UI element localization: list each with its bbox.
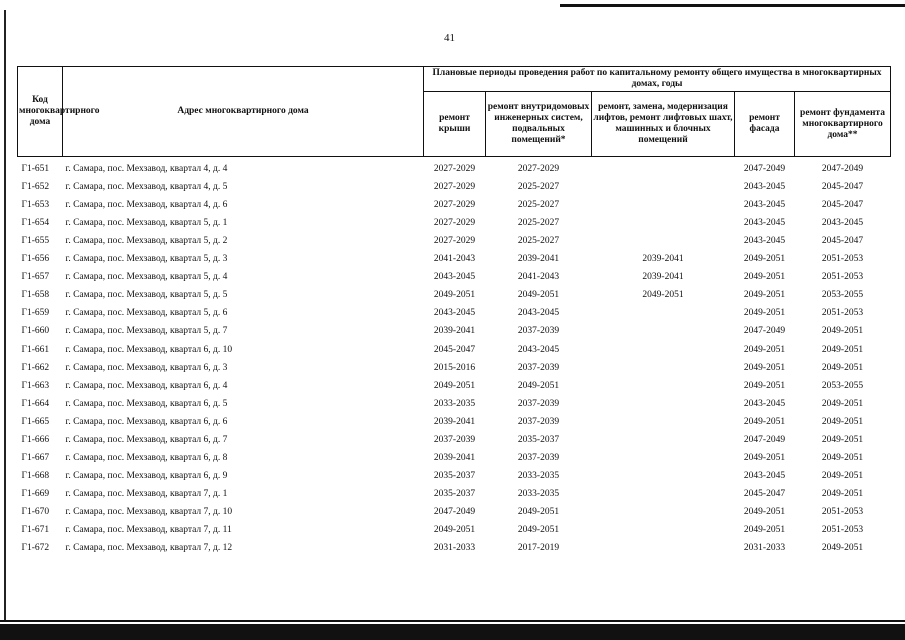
cell-code: Г1-670 [21, 506, 50, 517]
cell-roof: 2033-2035 [433, 398, 476, 409]
cell-facade: 2049-2051 [743, 272, 786, 283]
cell-address: г. Самара, пос. Мехзавод, квартал 4, д. 6 [65, 200, 228, 211]
cell-address: г. Самара, пос. Мехзавод, квартал 6, д. 10 [65, 344, 233, 355]
cell-elevators [592, 301, 735, 319]
cell-systems: 2049-2051 [517, 380, 560, 391]
cell-elevators [592, 500, 735, 518]
cell-address: г. Самара, пос. Мехзавод, квартал 6, д. 6 [65, 416, 228, 427]
cell-systems: 2017-2019 [517, 543, 560, 554]
cell-facade: 2043-2045 [743, 182, 786, 193]
cell-foundation: 2049-2051 [821, 416, 864, 427]
cell-code: Г1-666 [21, 434, 50, 445]
cell-roof: 2043-2045 [433, 308, 476, 319]
cell-systems: 2043-2045 [517, 308, 560, 319]
table-row [18, 337, 891, 355]
cell-address: г. Самара, пос. Мехзавод, квартал 5, д. 7 [65, 326, 228, 337]
cell-facade: 2049-2051 [743, 290, 786, 301]
cell-elevators [592, 229, 735, 247]
cell-systems: 2043-2045 [517, 344, 560, 355]
cell-foundation: 2049-2051 [821, 470, 864, 481]
cell-roof: 2027-2029 [424, 157, 486, 176]
repair-schedule-table [17, 66, 891, 554]
cell-facade: 2043-2045 [743, 236, 786, 247]
cell-code: Г1-651 [18, 157, 63, 176]
table-row [18, 536, 891, 554]
cell-facade: 2043-2045 [743, 200, 786, 211]
cell-address: г. Самара, пос. Мехзавод, квартал 6, д. 4 [65, 380, 228, 391]
cell-elevators [592, 175, 735, 193]
cell-code: Г1-657 [21, 272, 50, 283]
cell-address: г. Самара, пос. Мехзавод, квартал 4, д. 4 [63, 157, 424, 176]
cell-address: г. Самара, пос. Мехзавод, квартал 6, д. 8 [65, 452, 228, 463]
cell-elevators [592, 518, 735, 536]
table-row [18, 283, 891, 301]
cell-systems: 2039-2041 [517, 254, 560, 265]
cell-roof: 2027-2029 [433, 200, 476, 211]
cell-facade: 2049-2051 [743, 380, 786, 391]
cell-systems: 2049-2051 [517, 290, 560, 301]
cell-foundation: 2049-2051 [821, 543, 864, 554]
table-row [18, 175, 891, 193]
cell-roof: 2049-2051 [433, 290, 476, 301]
cell-foundation: 2051-2053 [821, 272, 864, 283]
cell-facade: 2049-2051 [743, 506, 786, 517]
cell-code: Г1-669 [21, 488, 50, 499]
cell-address: г. Самара, пос. Мехзавод, квартал 7, д. 11 [65, 524, 232, 535]
cell-roof: 2035-2037 [433, 470, 476, 481]
cell-foundation: 2051-2053 [821, 254, 864, 265]
header-elevators: ремонт, замена, модернизация лифтов, ремонт лифтовых шахт, машинных и блочных помещений [592, 92, 735, 157]
cell-foundation: 2051-2053 [821, 308, 864, 319]
cell-code: Г1-664 [21, 398, 50, 409]
cell-elevators [592, 482, 735, 500]
cell-elevators [592, 193, 735, 211]
scan-edge-top [560, 4, 905, 7]
cell-roof: 2027-2029 [433, 182, 476, 193]
cell-code: Г1-656 [21, 254, 50, 265]
scan-edge-left [4, 10, 6, 620]
cell-facade: 2043-2045 [743, 470, 786, 481]
cell-code: Г1-661 [21, 344, 50, 355]
table-row [18, 157, 891, 176]
cell-code: Г1-652 [21, 182, 50, 193]
cell-systems: 2025-2027 [517, 218, 560, 229]
cell-roof: 2047-2049 [433, 506, 476, 517]
cell-elevators: 2039-2041 [642, 254, 684, 265]
cell-roof: 2027-2029 [433, 236, 476, 247]
cell-facade: 2031-2033 [743, 543, 786, 554]
cell-foundation: 2045-2047 [821, 182, 864, 193]
cell-facade: 2049-2051 [743, 344, 786, 355]
table-row [18, 193, 891, 211]
cell-code: Г1-654 [21, 218, 50, 229]
cell-elevators [592, 392, 735, 410]
cell-address: г. Самара, пос. Мехзавод, квартал 6, д. 3 [65, 362, 228, 373]
cell-systems: 2037-2039 [517, 362, 560, 373]
cell-roof: 2049-2051 [433, 524, 476, 535]
header-address: Адрес многоквартирного дома [63, 67, 424, 157]
cell-roof: 2039-2041 [433, 326, 476, 337]
cell-roof: 2043-2045 [433, 272, 476, 283]
cell-code: Г1-659 [21, 308, 50, 319]
cell-roof: 2039-2041 [433, 452, 476, 463]
table-row [18, 374, 891, 392]
cell-code: Г1-672 [21, 543, 50, 554]
cell-facade: 2049-2051 [743, 452, 786, 463]
table-row [18, 482, 891, 500]
cell-systems: 2027-2029 [486, 157, 592, 176]
cell-foundation: 2049-2051 [821, 398, 864, 409]
cell-systems: 2049-2051 [517, 524, 560, 535]
table-row [18, 301, 891, 319]
cell-address: г. Самара, пос. Мехзавод, квартал 6, д. 9 [65, 470, 228, 481]
cell-foundation: 2045-2047 [821, 236, 864, 247]
cell-facade: 2049-2051 [743, 308, 786, 319]
cell-foundation: 2053-2055 [821, 290, 864, 301]
table-row [18, 265, 891, 283]
cell-systems: 2025-2027 [517, 200, 560, 211]
table-row [18, 211, 891, 229]
cell-address: г. Самара, пос. Мехзавод, квартал 7, д. 1 [65, 488, 228, 499]
cell-facade: 2047-2049 [743, 434, 786, 445]
cell-roof: 2049-2051 [433, 380, 476, 391]
cell-foundation: 2049-2051 [821, 362, 864, 373]
cell-elevators [592, 319, 735, 337]
cell-roof: 2037-2039 [433, 434, 476, 445]
cell-address: г. Самара, пос. Мехзавод, квартал 5, д. 1 [65, 218, 228, 229]
scan-edge-bottom [0, 624, 905, 640]
cell-address: г. Самара, пос. Мехзавод, квартал 7, д. 12 [65, 543, 233, 554]
header-periods-group: Плановые периоды проведения работ по капитальному ремонту общего имущества в многоквартирных домах, годы [424, 67, 891, 92]
cell-foundation: 2049-2051 [821, 488, 864, 499]
cell-systems: 2037-2039 [517, 326, 560, 337]
cell-address: г. Самара, пос. Мехзавод, квартал 5, д. 5 [65, 290, 228, 301]
cell-systems: 2035-2037 [517, 434, 560, 445]
cell-code: Г1-667 [21, 452, 50, 463]
cell-roof: 2041-2043 [433, 254, 476, 265]
cell-roof: 2015-2016 [433, 362, 476, 373]
cell-foundation: 2049-2051 [821, 434, 864, 445]
cell-elevators [592, 410, 735, 428]
cell-systems: 2033-2035 [517, 488, 560, 499]
cell-facade: 2049-2051 [743, 362, 786, 373]
cell-systems: 2025-2027 [517, 236, 560, 247]
cell-elevators [592, 374, 735, 392]
cell-elevators [592, 446, 735, 464]
table-row [18, 446, 891, 464]
cell-code: Г1-663 [21, 380, 50, 391]
cell-foundation: 2049-2051 [821, 344, 864, 355]
cell-elevators [592, 157, 735, 176]
cell-foundation: 2053-2055 [821, 380, 864, 391]
cell-code: Г1-665 [21, 416, 50, 427]
cell-facade: 2043-2045 [743, 218, 786, 229]
cell-facade: 2049-2051 [743, 416, 786, 427]
cell-systems: 2041-2043 [517, 272, 560, 283]
header-systems: ремонт внутридомовых инженерных систем, подвальных помещений* [486, 92, 592, 157]
cell-address: г. Самара, пос. Мехзавод, квартал 5, д. 6 [65, 308, 228, 319]
cell-address: г. Самара, пос. Мехзавод, квартал 6, д. 7 [65, 434, 228, 445]
cell-roof: 2031-2033 [433, 543, 476, 554]
cell-code: Г1-658 [21, 290, 50, 301]
table-row [18, 392, 891, 410]
cell-address: г. Самара, пос. Мехзавод, квартал 5, д. 3 [65, 254, 228, 265]
cell-elevators [592, 356, 735, 374]
cell-address: г. Самара, пос. Мехзавод, квартал 7, д. 10 [65, 506, 233, 517]
cell-code: Г1-668 [21, 470, 50, 481]
cell-foundation: 2051-2053 [821, 524, 864, 535]
cell-systems: 2037-2039 [517, 398, 560, 409]
page-number: 41 [444, 32, 455, 44]
table-row [18, 247, 891, 265]
cell-systems: 2037-2039 [517, 452, 560, 463]
header-facade: ремонт фасада [735, 92, 795, 157]
cell-facade: 2047-2049 [735, 157, 795, 176]
cell-facade: 2049-2051 [743, 524, 786, 535]
cell-foundation: 2049-2051 [821, 326, 864, 337]
table-row [18, 319, 891, 337]
cell-systems: 2049-2051 [517, 506, 560, 517]
table-row [18, 410, 891, 428]
cell-facade: 2047-2049 [743, 326, 786, 337]
cell-foundation: 2049-2051 [821, 452, 864, 463]
table-row [18, 428, 891, 446]
cell-address: г. Самара, пос. Мехзавод, квартал 5, д. 2 [65, 236, 228, 247]
cell-elevators: 2039-2041 [642, 272, 684, 283]
cell-elevators [592, 211, 735, 229]
cell-systems: 2037-2039 [517, 416, 560, 427]
table-row [18, 229, 891, 247]
header-roof: ремонт крыши [424, 92, 486, 157]
cell-elevators: 2049-2051 [642, 290, 684, 301]
cell-facade: 2045-2047 [743, 488, 786, 499]
cell-systems: 2033-2035 [517, 470, 560, 481]
cell-code: Г1-660 [21, 326, 50, 337]
cell-address: г. Самара, пос. Мехзавод, квартал 6, д. 5 [65, 398, 228, 409]
cell-address: г. Самара, пос. Мехзавод, квартал 5, д. 4 [65, 272, 228, 283]
cell-roof: 2039-2041 [433, 416, 476, 427]
table-body [18, 157, 891, 555]
cell-roof: 2027-2029 [433, 218, 476, 229]
cell-elevators [592, 464, 735, 482]
cell-facade: 2049-2051 [743, 254, 786, 265]
header-code: Код многоквартирного дома [18, 67, 63, 157]
table-row [18, 356, 891, 374]
cell-roof: 2045-2047 [433, 344, 476, 355]
cell-foundation: 2047-2049 [795, 157, 891, 176]
cell-code: Г1-662 [21, 362, 50, 373]
table-row [18, 464, 891, 482]
cell-elevators [592, 428, 735, 446]
cell-foundation: 2051-2053 [821, 506, 864, 517]
cell-code: Г1-653 [21, 200, 50, 211]
cell-systems: 2025-2027 [517, 182, 560, 193]
cell-elevators [592, 337, 735, 355]
cell-foundation: 2045-2047 [821, 200, 864, 211]
cell-code: Г1-671 [21, 524, 50, 535]
cell-foundation: 2043-2045 [821, 218, 864, 229]
cell-address: г. Самара, пос. Мехзавод, квартал 4, д. 5 [65, 182, 228, 193]
cell-facade: 2043-2045 [743, 398, 786, 409]
header-foundation: ремонт фундамента многоквартирного дома** [795, 92, 891, 157]
cell-code: Г1-655 [21, 236, 50, 247]
table-row [18, 500, 891, 518]
cell-roof: 2035-2037 [433, 488, 476, 499]
table-row [18, 518, 891, 536]
cell-elevators [592, 536, 735, 554]
